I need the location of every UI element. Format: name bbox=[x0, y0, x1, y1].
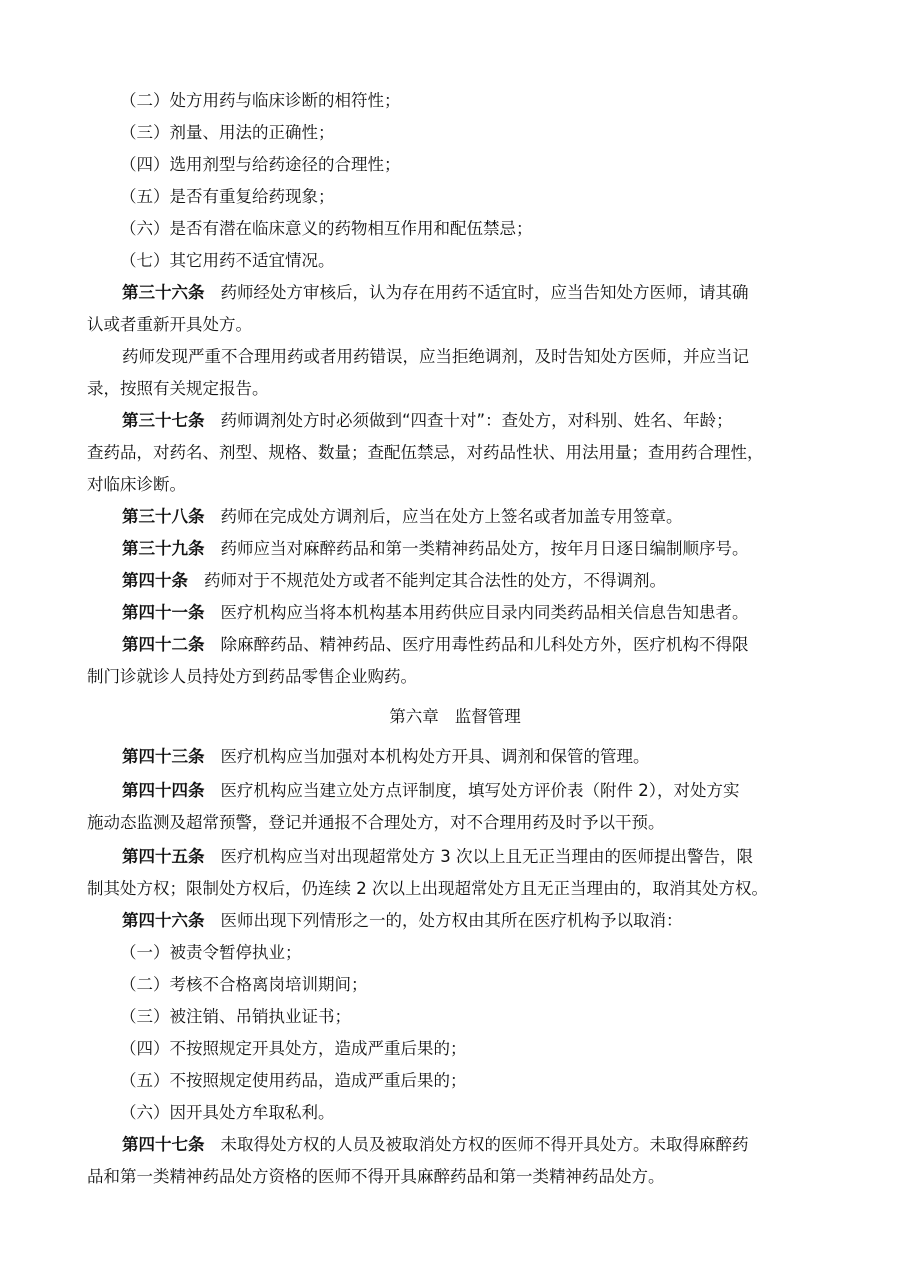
article-text: 医疗机构应当将本机构基本用药供应目录内同类药品相关信息告知患者。 bbox=[220, 603, 749, 622]
list-item: （三）剂量、用法的正确性； bbox=[120, 123, 335, 142]
article-text: 药师在完成处方调剂后，应当在处方上签名或者加盖专用签章。 bbox=[220, 507, 683, 526]
article-text: 药师调剂处方时必须做到“四查十对”：查处方，对科别、姓名、年龄； bbox=[220, 411, 733, 430]
paragraph-line: 施动态监测及超常预警，登记并通报不合理处方，对不合理用药及时予以干预。 bbox=[87, 813, 665, 832]
article-46 bbox=[122, 905, 867, 937]
chapter-number: 第六章 bbox=[389, 707, 439, 726]
article-heading: 第三十八条 bbox=[122, 507, 205, 526]
article-37 bbox=[122, 405, 867, 437]
article-42 bbox=[122, 629, 867, 661]
list-item: （六）因开具处方牟取私利。 bbox=[120, 1103, 335, 1122]
article-text: 药师应当对麻醉药品和第一类精神药品处方，按年月日逐日编制顺序号。 bbox=[220, 539, 749, 558]
article-text: 除麻醉药品、精神药品、医疗用毒性药品和儿科处方外，医疗机构不得限 bbox=[220, 635, 749, 654]
list-item: （四）不按照规定开具处方，造成严重后果的； bbox=[120, 1039, 467, 1058]
article-heading: 第三十九条 bbox=[122, 539, 205, 558]
article-heading: 第三十七条 bbox=[122, 411, 205, 430]
list-item: （七）其它用药不适宜情况。 bbox=[120, 251, 335, 270]
article-36 bbox=[122, 277, 867, 309]
article-heading: 第四十一条 bbox=[122, 603, 205, 622]
article-text: 医疗机构应当对出现超常处方 3 次以上且无正当理由的医师提出警告，限 bbox=[220, 847, 753, 866]
paragraph-line: 对临床诊断。 bbox=[87, 475, 186, 494]
paragraph-line: 制门诊就诊人员持处方到药品零售企业购药。 bbox=[87, 667, 417, 686]
paragraph-line: 查药品，对药名、剂型、规格、数量；查配伍禁忌，对药品性状、用法用量；查用药合理性， bbox=[87, 443, 764, 462]
list-item: （二）处方用药与临床诊断的相符性； bbox=[120, 91, 401, 110]
article-39 bbox=[122, 533, 867, 565]
paragraph-line: 录，按照有关规定报告。 bbox=[87, 379, 269, 398]
article-text: 药师经处方审核后，认为存在用药不适宜时，应当告知处方医师，请其确 bbox=[220, 283, 749, 302]
list-item: （四）选用剂型与给药途径的合理性； bbox=[120, 155, 401, 174]
article-heading: 第四十四条 bbox=[122, 781, 205, 800]
article-text: 医疗机构应当加强对本机构处方开具、调剂和保管的管理。 bbox=[220, 747, 650, 766]
list-item: （六）是否有潜在临床意义的药物相互作用和配伍禁忌； bbox=[120, 219, 533, 238]
paragraph-line: 药师发现严重不合理用药或者用药错误，应当拒绝调剂，及时告知处方医师，并应当记 bbox=[122, 347, 749, 366]
article-heading: 第四十五条 bbox=[122, 847, 205, 866]
article-heading: 第四十条 bbox=[122, 571, 188, 590]
article-heading: 第四十二条 bbox=[122, 635, 205, 654]
article-heading: 第三十六条 bbox=[122, 283, 205, 302]
list-item: （五）不按照规定使用药品，造成严重后果的； bbox=[120, 1071, 467, 1090]
article-40 bbox=[122, 565, 867, 597]
article-text: 药师对于不规范处方或者不能判定其合法性的处方，不得调剂。 bbox=[204, 571, 666, 590]
chapter-title: 监督管理 bbox=[454, 707, 521, 726]
list-item: （五）是否有重复给药现象； bbox=[120, 187, 335, 206]
article-text: 医师出现下列情形之一的，处方权由其所在医疗机构予以取消： bbox=[220, 911, 683, 930]
article-heading: 第四十三条 bbox=[122, 747, 205, 766]
paragraph-line: 制其处方权；限制处方权后，仍连续 2 次以上出现超常处方且无正当理由的，取消其处方权。 bbox=[87, 879, 768, 898]
article-45 bbox=[122, 841, 867, 873]
paragraph-line: 品和第一类精神药品处方资格的医师不得开具麻醉药品和第一类精神药品处方。 bbox=[87, 1167, 665, 1186]
article-38 bbox=[122, 501, 867, 533]
article-heading: 第四十六条 bbox=[122, 911, 205, 930]
list-item: （三）被注销、吊销执业证书； bbox=[120, 1007, 351, 1026]
chapter-heading bbox=[0, 701, 910, 733]
list-item: （一）被责令暂停执业； bbox=[120, 943, 302, 962]
article-41 bbox=[122, 597, 867, 629]
list-item: （二）考核不合格离岗培训期间； bbox=[120, 975, 368, 994]
paragraph-line: 认或者重新开具处方。 bbox=[87, 315, 252, 334]
article-44 bbox=[122, 775, 867, 807]
article-43 bbox=[122, 741, 867, 773]
article-text: 医疗机构应当建立处方点评制度，填写处方评价表（附件 2），对处方实 bbox=[220, 781, 740, 800]
article-47 bbox=[122, 1129, 867, 1161]
article-text: 未取得处方权的人员及被取消处方权的医师不得开具处方。未取得麻醉药 bbox=[220, 1135, 749, 1154]
article-heading: 第四十七条 bbox=[122, 1135, 205, 1154]
